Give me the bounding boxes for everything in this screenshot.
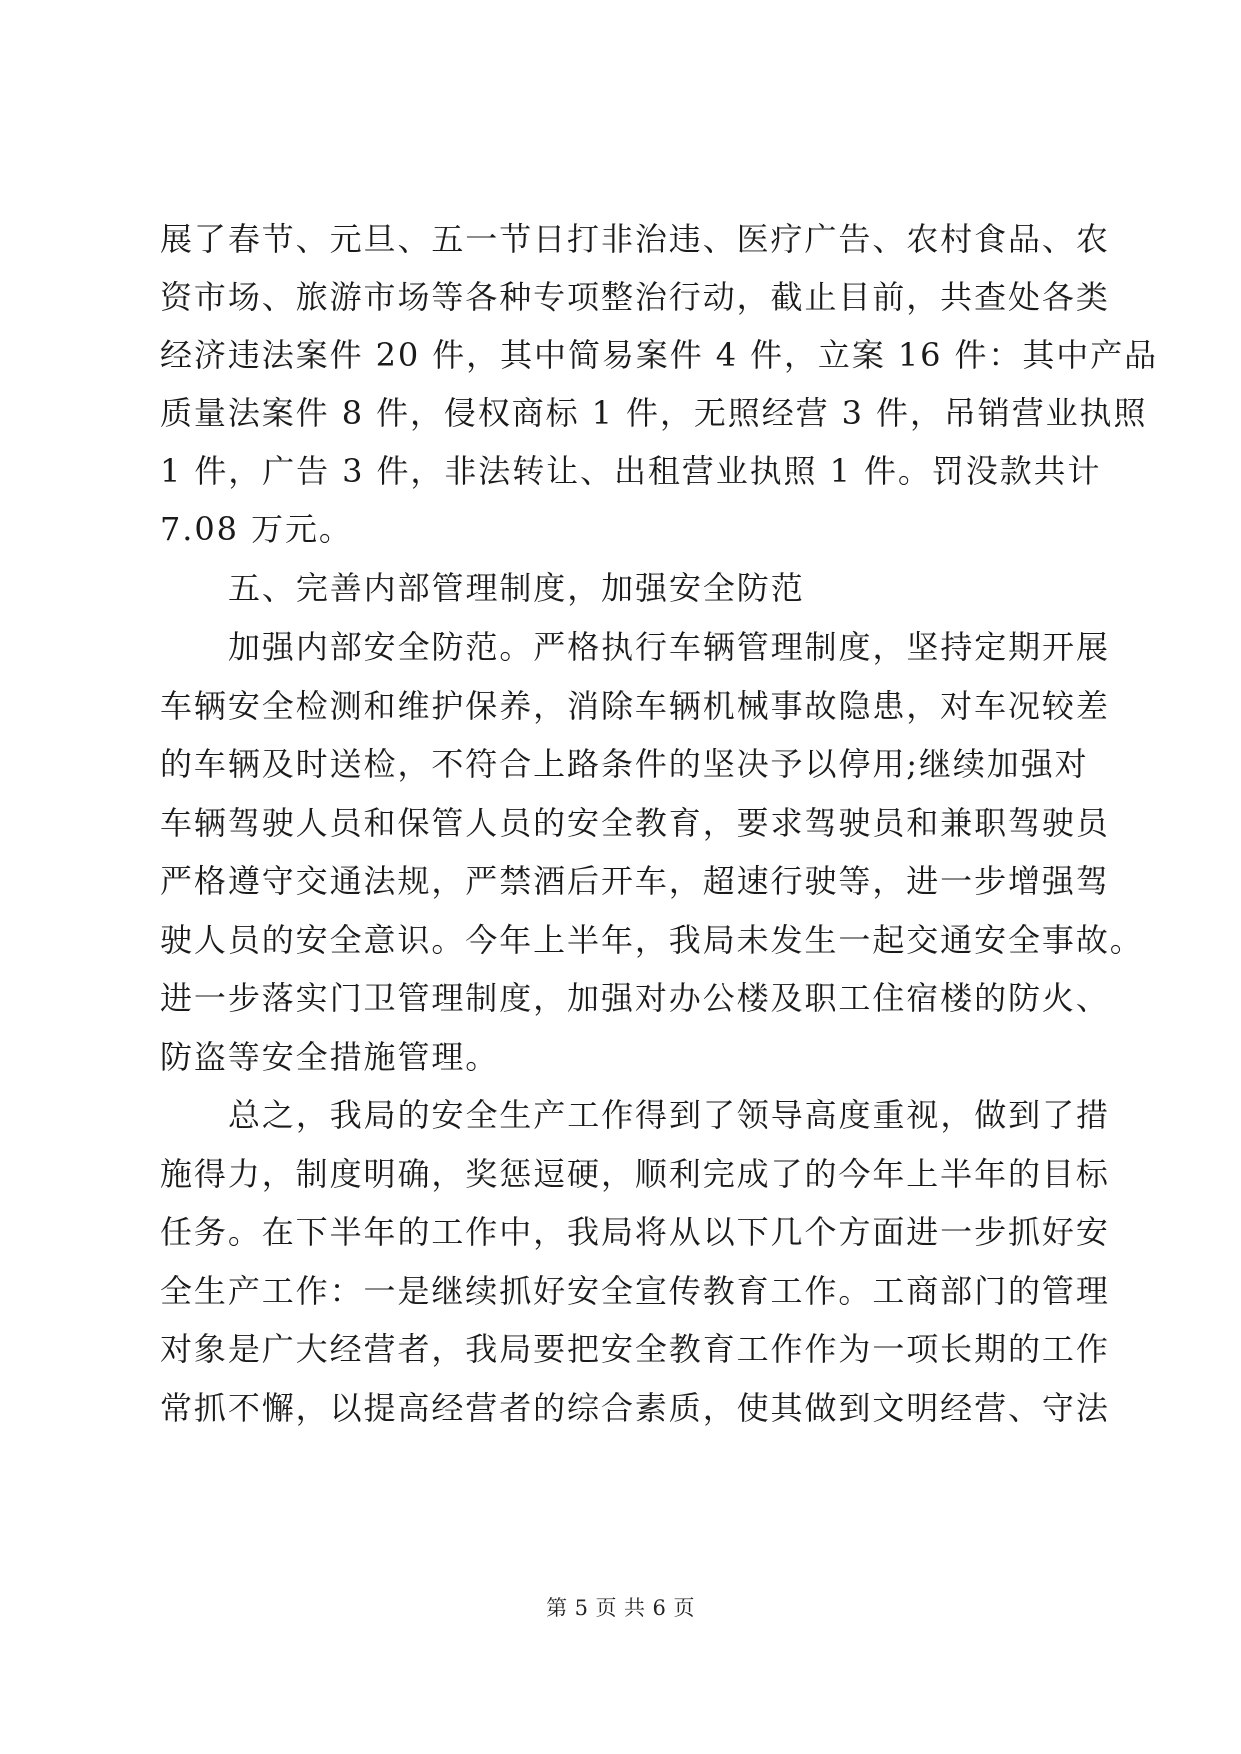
section-heading: 五、完善内部管理制度，加强安全防范 <box>228 569 805 607</box>
body-line: 车辆驾驶人员和保管人员的安全教育，要求驾驶员和兼职驾驶员 <box>160 804 1110 842</box>
body-line: 的车辆及时送检，不符合上路条件的坚决予以停用;继续加强对 <box>160 745 1089 783</box>
body-line: 资市场、旅游市场等各种专项整治行动，截止目前，共查处各类 <box>160 278 1110 316</box>
body-line: 质量法案件 8 件，侵权商标 1 件，无照经营 3 件，吊销营业执照 <box>160 394 1148 432</box>
body-line: 加强内部安全防范。严格执行车辆管理制度，坚持定期开展 <box>228 628 1110 666</box>
body-line: 施得力，制度明确，奖惩逗硬，顺利完成了的今年上半年的目标 <box>160 1155 1110 1193</box>
body-line: 严格遵守交通法规，严禁酒后开车，超速行驶等，进一步增强驾 <box>160 862 1110 900</box>
body-line: 进一步落实门卫管理制度，加强对办公楼及职工住宿楼的防火、 <box>160 979 1110 1017</box>
body-line: 总之，我局的安全生产工作得到了领导高度重视，做到了措 <box>228 1096 1110 1134</box>
body-line: 任务。在下半年的工作中，我局将从以下几个方面进一步抓好安 <box>160 1213 1110 1251</box>
body-line: 经济违法案件 20 件，其中简易案件 4 件，立案 16 件：其中产品 <box>160 336 1159 374</box>
body-line: 全生产工作：一是继续抓好安全宣传教育工作。工商部门的管理 <box>160 1272 1110 1310</box>
body-line: 常抓不懈，以提高经营者的综合素质，使其做到文明经营、守法 <box>160 1389 1110 1427</box>
body-line: 展了春节、元旦、五一节日打非治违、医疗广告、农村食品、农 <box>160 220 1110 258</box>
body-line: 对象是广大经营者，我局要把安全教育工作作为一项长期的工作 <box>160 1330 1110 1368</box>
body-line: 防盗等安全措施管理。 <box>160 1038 500 1076</box>
page-number-footer: 第 5 页 共 6 页 <box>546 1596 695 1620</box>
body-line: 驶人员的安全意识。今年上半年，我局未发生一起交通安全事故。 <box>160 921 1144 959</box>
body-line: 7.08 万元。 <box>160 510 353 548</box>
body-line: 车辆安全检测和维护保养，消除车辆机械事故隐患，对车况较差 <box>160 687 1110 725</box>
body-line: 1 件，广告 3 件，非法转让、出租营业执照 1 件。罚没款共计 <box>160 452 1102 490</box>
